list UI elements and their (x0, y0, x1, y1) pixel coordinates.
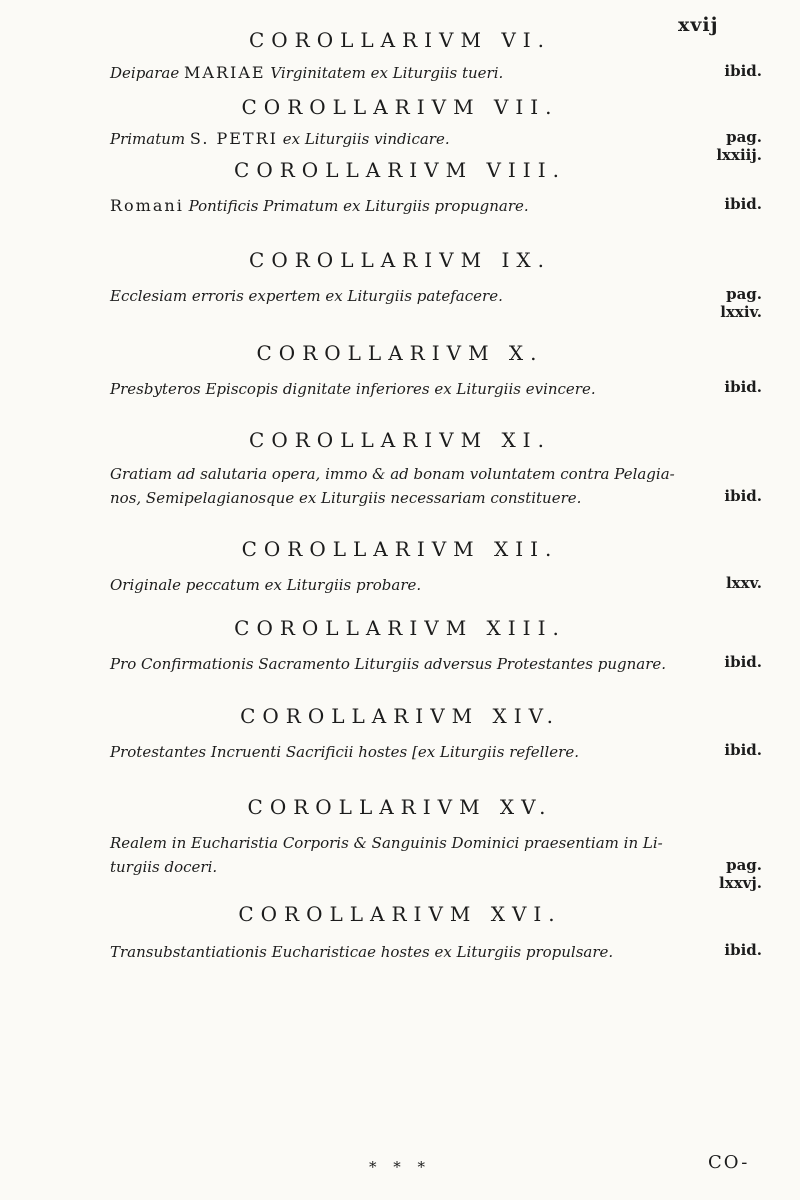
text-segment: S. PETRI (189, 129, 278, 148)
text-segment: Primatum (110, 130, 190, 148)
corollary-text (110, 378, 678, 400)
corollary-text (110, 195, 678, 217)
page-reference: ibid. (724, 653, 762, 671)
corollary-heading: COROLLARIVM VI. (248, 28, 552, 52)
corollary-heading: COROLLARIVM VII. (241, 95, 559, 119)
text-segment: Deiparae (110, 64, 185, 82)
corollary-text (110, 463, 678, 485)
corollary-heading: COROLLARIVM XIII. (234, 616, 566, 640)
corollary-text (110, 941, 678, 963)
text-segment: Presbyteros Episcopis dignitate inferiores ex Liturgiis evincere. (110, 380, 596, 398)
text-segment: Originale peccatum ex Liturgiis probare. (110, 576, 422, 594)
page-reference: ibid. (724, 378, 762, 396)
text-segment: nos, Semipelagianosque ex Liturgiis necessariam constituere. (110, 489, 582, 507)
text-segment: ex Liturgiis vindicare. (277, 130, 450, 148)
page-reference: ibid. (724, 487, 762, 505)
corollary-heading: COROLLARIVM XVI. (238, 902, 562, 926)
corollary-text (110, 487, 678, 509)
text-segment: turgiis doceri. (110, 858, 218, 876)
corollary-heading: COROLLARIVM VIII. (234, 158, 566, 182)
page-number: xvij (678, 14, 719, 36)
text-segment: Romani (110, 196, 184, 215)
corollary-heading: COROLLARIVM X. (256, 341, 544, 365)
corollary-text (110, 832, 678, 854)
corollary-heading: COROLLARIVM XIV. (240, 704, 560, 728)
text-segment: MARIAE (184, 63, 266, 82)
page-reference: ibid. (724, 741, 762, 759)
text-segment: Realem in Eucharistia Corporis & Sanguinis Dominici praesentiam in Li- (110, 834, 663, 852)
corollary-text (110, 856, 678, 878)
text-segment: Pontificis Primatum ex Liturgiis propugnare. (183, 197, 529, 215)
text-segment: Gratiam ad salutaria opera, immo & ad bonam voluntatem contra Pelagia- (110, 465, 675, 483)
corollary-heading: COROLLARIVM IX. (249, 248, 551, 272)
text-segment: Ecclesiam erroris expertem ex Liturgiis patefacere. (110, 287, 503, 305)
page-reference: pag. lxxiv. (720, 285, 762, 321)
corollary-text (110, 574, 678, 596)
corollary-heading: COROLLARIVM XV. (247, 795, 553, 819)
corollary-text (110, 741, 678, 763)
page-reference: ibid. (724, 195, 762, 213)
corollary-text (110, 653, 678, 675)
corollary-text (110, 128, 678, 150)
text-segment: Protestantes Incruenti Sacrificii hostes [ex Liturgiis refellere. (110, 743, 579, 761)
page-reference: lxxv. (725, 574, 762, 592)
page-reference: pag. lxxvj. (719, 856, 762, 892)
page-reference: pag. lxxiij. (716, 128, 762, 164)
catchword: CO- (708, 1152, 750, 1173)
corollary-heading: COROLLARIVM XII. (241, 537, 559, 561)
text-segment: Virginitatem ex Liturgiis tueri. (265, 64, 504, 82)
ornament-stars: * * * (368, 1158, 432, 1176)
corollary-heading: COROLLARIVM XI. (249, 428, 551, 452)
page-reference: ibid. (724, 62, 762, 80)
text-segment: Pro Confirmationis Sacramento Liturgiis adversus Protestantes pugnare. (110, 655, 667, 673)
text-segment: Transubstantiationis Eucharisticae hostes ex Liturgiis propulsare. (110, 943, 614, 961)
page-reference: ibid. (724, 941, 762, 959)
corollary-text (110, 62, 678, 84)
corollary-text (110, 285, 678, 307)
